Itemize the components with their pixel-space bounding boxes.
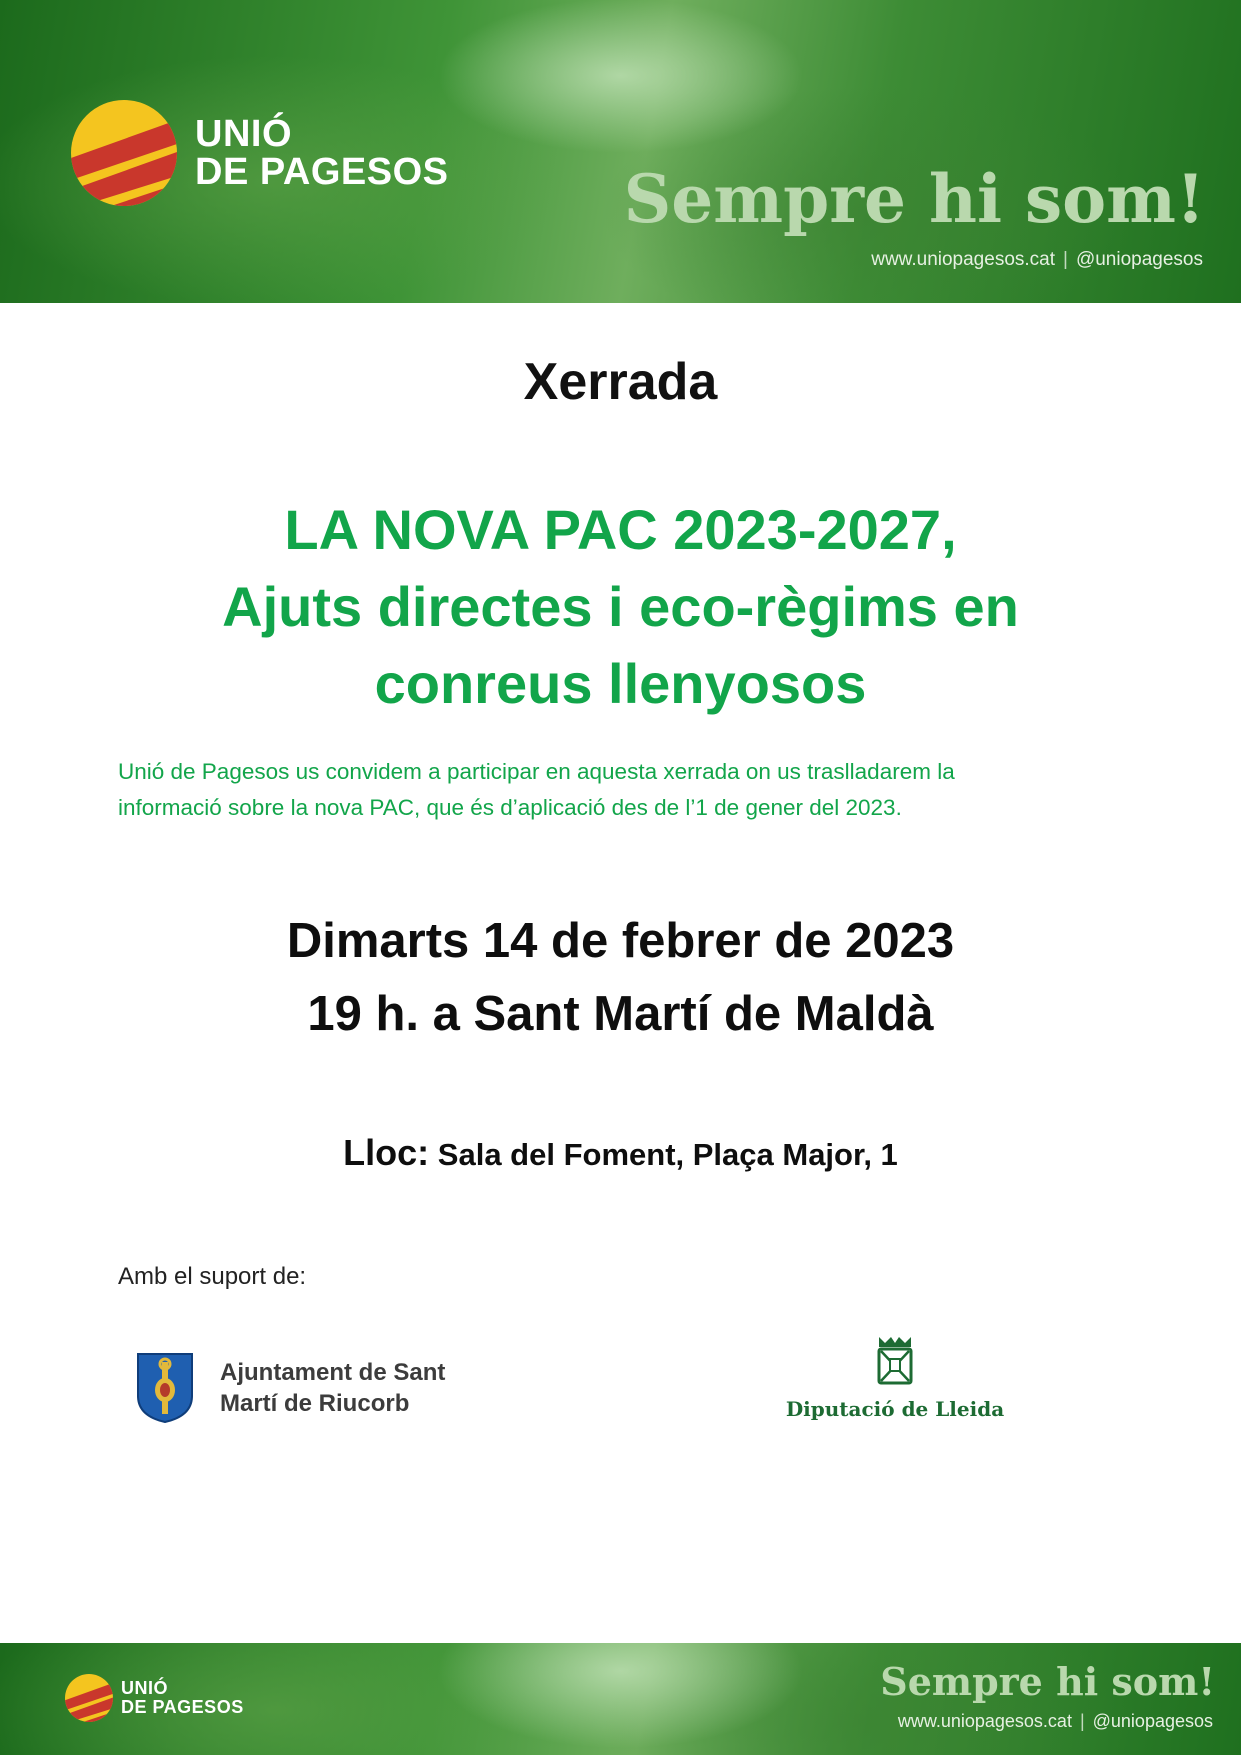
ajuntament-name-line-1: Ajuntament de Sant — [220, 1359, 446, 1386]
ajuntament-name-line-2: Martí de Riucorb — [220, 1390, 410, 1417]
footer-logo-line-1: UNIÓ — [121, 1678, 168, 1698]
intro-line-2: informació sobre la nova PAC, que és d’aplicació des de l’1 de gener del 2023. — [118, 795, 902, 820]
municipal-shield-icon — [136, 1352, 194, 1424]
diputacio-name: Diputació de Lleida — [785, 1397, 1005, 1421]
slogan: Sempre hi som! — [623, 160, 1205, 238]
venue — [0, 1132, 1241, 1174]
logo-line-2: DE PAGESOS — [195, 151, 449, 193]
website-link[interactable]: www.uniopagesos.cat — [871, 249, 1056, 270]
support-label: Amb el suport de: — [118, 1263, 307, 1290]
venue-label: Lloc: — [343, 1132, 430, 1173]
footer-link-separator: | — [1079, 1711, 1085, 1731]
diputacio-crest-icon — [875, 1335, 915, 1387]
footer-web-links — [898, 1711, 1213, 1732]
footer-logo-sun-icon — [65, 1674, 113, 1722]
event-date: Dimarts 14 de febrer de 2023 — [286, 914, 955, 968]
event-type-heading: Xerrada — [523, 353, 718, 411]
event-title-line-3: conreus llenyosos — [374, 652, 867, 715]
intro-paragraph — [118, 754, 1128, 826]
logo-line-1: UNIÓ — [195, 113, 292, 155]
event-time-place: 19 h. a Sant Martí de Maldà — [307, 987, 934, 1041]
header-banner — [0, 0, 1241, 303]
event-title-line-1: LA NOVA PAC 2023-2027, — [284, 498, 957, 561]
footer-logo-line-2: DE PAGESOS — [121, 1697, 244, 1717]
venue-value: Sala del Foment, Plaça Major, 1 — [437, 1137, 898, 1172]
footer-website-link[interactable]: www.uniopagesos.cat — [897, 1711, 1072, 1731]
event-title-line-2: Ajuts directes i eco-règims en — [222, 575, 1019, 638]
logo-sun-icon — [71, 100, 177, 206]
intro-line-1: Unió de Pagesos us convidem a participar en aquesta xerrada on us traslladarem la — [118, 759, 955, 784]
footer-social-handle-link[interactable]: @uniopagesos — [1092, 1711, 1213, 1731]
social-handle-link[interactable]: @uniopagesos — [1075, 249, 1203, 270]
footer-banner — [0, 1643, 1241, 1755]
ajuntament-logo — [136, 1352, 445, 1424]
web-links — [871, 249, 1203, 271]
link-separator: | — [1063, 249, 1068, 270]
diputacio-logo — [760, 1335, 1030, 1421]
footer-unio-pagesos-logo — [65, 1674, 244, 1722]
footer-slogan: Sempre hi som! — [880, 1659, 1215, 1704]
unio-pagesos-logo — [71, 100, 448, 206]
